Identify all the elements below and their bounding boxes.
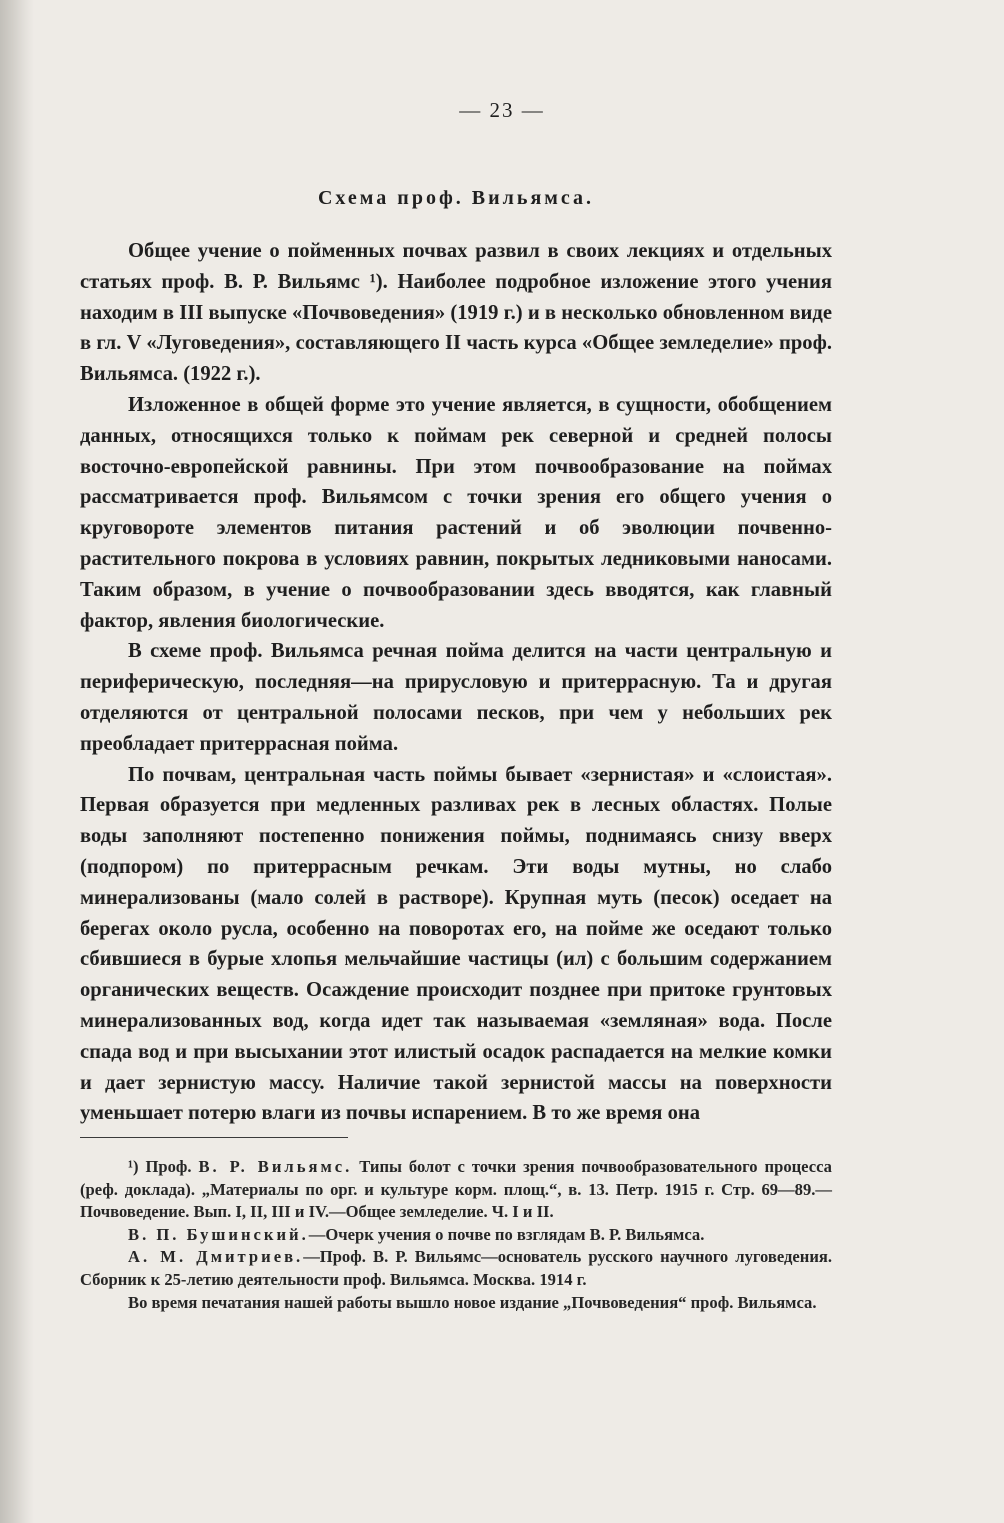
footnote-2-author: В. П. Бушинский. xyxy=(128,1224,309,1244)
paragraph-3: В схеме проф. Вильямса речная пойма делится на части центральную и периферическую, последняя—на прирусловую и притеррасную. Та и другая отделяются от центральной полосами песков, при чем у небольших рек преобладает притеррасная пойма. xyxy=(80,640,832,755)
footnote-1-marker: ¹) Проф. xyxy=(128,1157,199,1176)
footnote-2-text: —Очерк учения о почве по взглядам В. Р. Вильямса. xyxy=(308,1224,705,1244)
page-number: — 23 — xyxy=(459,98,545,122)
footnote-1 xyxy=(80,1156,832,1224)
footnotes xyxy=(80,1156,832,1314)
footnote-divider xyxy=(80,1137,348,1138)
main-text xyxy=(80,236,832,1129)
paragraph-4: По почвам, центральная часть поймы бывает «зернистая» и «слоистая». Первая образуется при медленных разливах рек в лесных областях. Полые воды заполняют постепенно понижения поймы, поднимаясь снизу вверх (подпором) по притеррасным речкам. Эти воды мутны, но слабо минерализованы (мало солей в растворе). Крупная муть (песок) оседает на берегах около русла, особенно на поворотах его, на пойме же оседают только сбившиеся в бурые хлопья мельчайшие частицы (ил) с большим содержанием органических веществ. Осаждение происходит позднее при притоке грунтовых минерализованных вод, когда идет так называемая «земляная» вода. После спада вод и при высыхании этот илистый осадок распадается на мелкие комки и дает зернистую массу. Наличие такой зернистой массы на поверхности уменьшает потерю влаги из почвы испарением. В то же время она xyxy=(80,763,832,1125)
section-title: Схема проф. Вильямса. xyxy=(317,187,595,209)
footnote-3-text: —Проф. В. Р. Вильямс—основатель русского научного луговедения. Сборник к 25-летию деятельности проф. Вильямса. Москва. 1914 г. xyxy=(80,1247,833,1289)
footnote-2 xyxy=(80,1224,832,1247)
footnote-1-author: В. Р. Вильямс. xyxy=(198,1157,353,1176)
footnote-3 xyxy=(80,1246,832,1291)
paragraph-1: Общее учение о пойменных почвах развил в своих лекциях и отдельных статьях проф. В. Р. Вильямс ¹). Наиболее подробное изложение этого учения находим в III выпуске «Почвоведения» (1919 г.) и в несколько обновленном виде в гл. V «Луговедения», составляющего II часть курса «Общее земледелие» проф. Вильямса. (1922 г.). xyxy=(80,240,832,386)
footnote-4: Во время печатания нашей работы вышло новое издание „Почвоведения“ проф. Вильямса. xyxy=(128,1292,817,1312)
paragraph-2: Изложенное в общей форме это учение является, в сущности, обобщением данных, относящихся только к поймам рек северной и средней полосы восточно-европейской равнины. При этом почвообразование на поймах рассматривается проф. Вильямсом с точки зрения его общего учения о круговороте элементов питания растений и об эволюции почвенно-растительного покрова в условиях равнин, покрытых ледниковыми наносами. Таким образом, в учение о почвообразовании здесь вводятся, как главный фактор, явления биологические. xyxy=(80,393,832,632)
footnote-3-author: А. М. Дмитриев. xyxy=(128,1247,304,1267)
footnote-1-text: Типы болот с точки зрения почвообразовательного процесса (реф. доклада). „Материалы по орг. и культуре корм. площ.“, в. 13. Петр. 1915 г. Стр. 69—89.—Почвоведение. Вып. I, II, III и IV.—Общее земледелие. Ч. I и II. xyxy=(80,1157,832,1222)
